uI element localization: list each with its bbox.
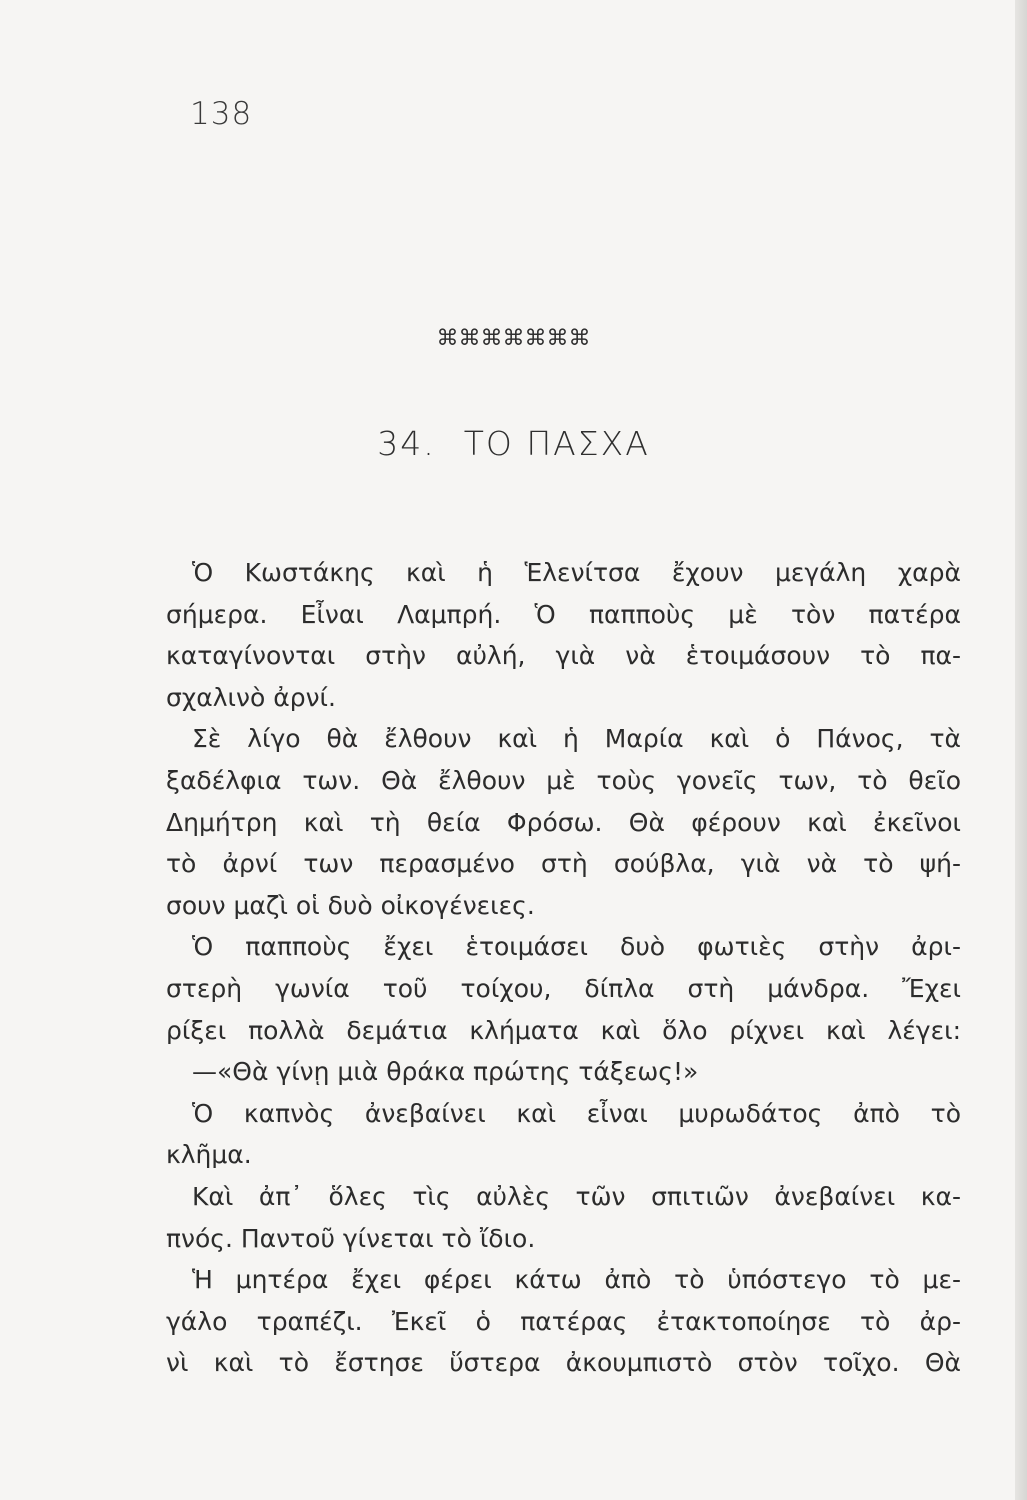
- text-line: πνός. Παντοῦ γίνεται τὸ ἴδιο.: [166, 1223, 536, 1253]
- chapter-heading: [0, 424, 1027, 463]
- text-line: Ἡ μητέρα ἔχει φέρει κάτω ἀπὸ τὸ ὑπόστεγο τὸ με-: [192, 1265, 961, 1295]
- text-line: σουν μαζὶ οἱ δυὸ οἰκογένειες.: [166, 890, 535, 920]
- page-number: 138: [190, 96, 253, 132]
- text-line: σχαλινὸ ἀρνί.: [166, 682, 336, 712]
- text-line: —«Θὰ γίνῃ μιὰ θράκα πρώτης τάξεως!»: [192, 1057, 699, 1087]
- text-line: στερὴ γωνία τοῦ τοίχου, δίπλα στὴ μάνδρα. Ἔχει: [166, 973, 961, 1003]
- text-line: καταγίνονται στὴν αὐλή, γιὰ νὰ ἑτοιμάσουν τὸ πα-: [166, 641, 961, 671]
- text-line: Καὶ ἀπ᾽ ὅλες τὶς αὐλὲς τῶν σπιτιῶν ἀνεβαίνει κα-: [192, 1181, 961, 1211]
- text-line: ρίξει πολλὰ δεμάτια κλήματα καὶ ὅλο ρίχνει καὶ λέγει:: [166, 1015, 961, 1045]
- text-line: σήμερα. Εἶναι Λαμπρή. Ὁ παπποὺς μὲ τὸν πατέρα: [166, 599, 961, 629]
- chapter-number: 34.: [377, 424, 436, 463]
- body-text: [166, 552, 961, 1384]
- text-line: γάλο τραπέζι. Ἐκεῖ ὁ πατέρας ἐτακτοποίησε τὸ ἀρ-: [166, 1306, 961, 1336]
- decorative-ornament: ⌘⌘⌘⌘⌘⌘⌘: [436, 326, 591, 351]
- text-line: νὶ καὶ τὸ ἔστησε ὕστερα ἀκουμπιστὸ στὸν τοῖχο. Θὰ: [166, 1348, 961, 1378]
- text-line: κλῆμα.: [166, 1140, 252, 1170]
- text-line: Ὁ Κωστάκης καὶ ἡ Ἑλενίτσα ἔχουν μεγάλη χαρὰ: [192, 558, 961, 587]
- text-line: τὸ ἀρνί των περασμένο στὴ σούβλα, γιὰ νὰ τὸ ψή-: [166, 849, 961, 879]
- chapter-title: ΤΟ ΠΑΣΧΑ: [463, 424, 650, 463]
- text-line: Ὁ παπποὺς ἔχει ἑτοιμάσει δυὸ φωτιὲς στὴν ἀρι-: [192, 932, 961, 962]
- text-line: Δημήτρη καὶ τὴ θεία Φρόσω. Θὰ φέρουν καὶ ἐκεῖνοι: [166, 807, 961, 837]
- page-edge-shadow: [1015, 0, 1027, 1500]
- text-line: Ὁ καπνὸς ἀνεβαίνει καὶ εἶναι μυρωδάτος ἀπὸ τὸ: [192, 1098, 961, 1128]
- text-line: ξαδέλφια των. Θὰ ἔλθουν μὲ τοὺς γονεῖς των, τὸ θεῖο: [166, 765, 961, 795]
- text-line: Σὲ λίγο θὰ ἔλθουν καὶ ἡ Μαρία καὶ ὁ Πάνος, τὰ: [192, 724, 961, 754]
